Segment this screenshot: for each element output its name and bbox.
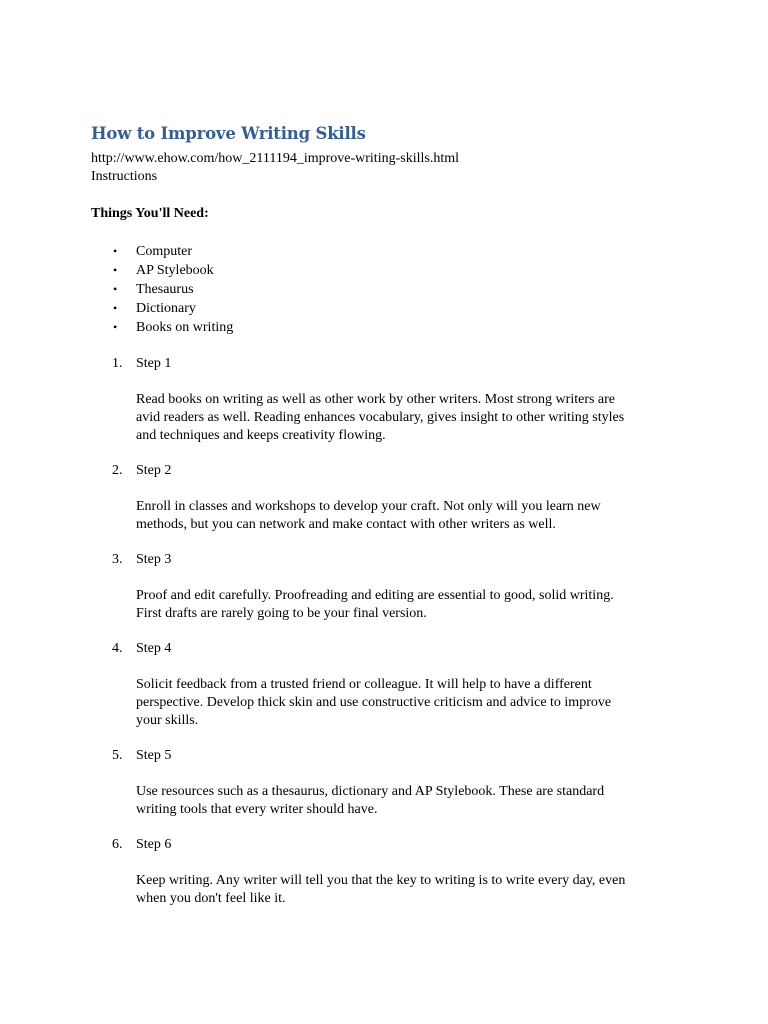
step-number: 4.	[112, 641, 123, 656]
step-body-line: Use resources such as a thesaurus, dictionary and AP Stylebook. These are standard	[136, 784, 605, 799]
bullet-icon: •	[113, 282, 118, 296]
list-item	[91, 280, 691, 299]
list-item	[91, 299, 691, 318]
list-item-label: Computer	[136, 244, 192, 259]
step-title: Step 6	[136, 837, 172, 852]
step-body	[136, 783, 676, 819]
step-body-line: perspective. Develop thick skin and use constructive criticism and advice to improve	[136, 695, 612, 710]
list-item-label: AP Stylebook	[136, 263, 214, 278]
step-body-line: writing tools that every writer should have.	[136, 802, 378, 817]
step-body-line: Read books on writing as well as other work by other writers. Most strong writers are	[136, 392, 616, 407]
step-item	[91, 640, 691, 730]
step-number: 1.	[112, 356, 123, 371]
page-title: How to Improve Writing Skills	[91, 124, 366, 143]
document-page	[91, 122, 691, 925]
step-body	[136, 872, 676, 908]
source-url: http://www.ehow.com/how_2111194_improve-writing-skills.html	[91, 151, 459, 166]
list-item-label: Thesaurus	[136, 282, 194, 297]
things-needed-list	[91, 242, 691, 337]
list-item	[91, 242, 691, 261]
step-body-line: and techniques and keeps creativity flowing.	[136, 428, 386, 443]
step-number: 3.	[112, 552, 123, 567]
step-item	[91, 355, 691, 445]
step-body-line: avid readers as well. Reading enhances vocabulary, gives insight to other writing styles	[136, 410, 625, 425]
step-body-line: Keep writing. Any writer will tell you that the key to writing is to write every day, even	[136, 873, 626, 888]
step-body	[136, 498, 676, 534]
step-title: Step 5	[136, 748, 172, 763]
list-item	[91, 318, 691, 337]
step-number: 6.	[112, 837, 123, 852]
step-body-line: when you don't feel like it.	[136, 891, 286, 906]
step-body-line: Solicit feedback from a trusted friend or colleague. It will help to have a different	[136, 677, 592, 692]
step-title: Step 2	[136, 463, 172, 478]
bullet-icon: •	[113, 263, 118, 277]
instructions-label: Instructions	[91, 169, 158, 184]
step-item	[91, 462, 691, 534]
step-body-line: your skills.	[136, 713, 199, 728]
list-item	[91, 261, 691, 280]
step-body	[136, 676, 676, 730]
list-item-label: Dictionary	[136, 301, 196, 316]
step-item	[91, 836, 691, 908]
step-body	[136, 391, 676, 445]
step-number: 5.	[112, 748, 123, 763]
step-body	[136, 587, 676, 623]
step-body-line: methods, but you can network and make contact with other writers as well.	[136, 517, 556, 532]
step-title: Step 3	[136, 552, 172, 567]
step-body-line: First drafts are rarely going to be your final version.	[136, 606, 427, 621]
step-title: Step 1	[136, 356, 172, 371]
bullet-icon: •	[113, 244, 118, 258]
step-title: Step 4	[136, 641, 172, 656]
bullet-icon: •	[113, 320, 118, 334]
list-item-label: Books on writing	[136, 320, 234, 335]
step-body-line: Enroll in classes and workshops to develop your craft. Not only will you learn new	[136, 499, 601, 514]
step-body-line: Proof and edit carefully. Proofreading and editing are essential to good, solid writing.	[136, 588, 614, 603]
step-item	[91, 747, 691, 819]
step-item	[91, 551, 691, 623]
bullet-icon: •	[113, 301, 118, 315]
things-needed-heading: Things You'll Need:	[91, 206, 209, 221]
steps-list	[91, 355, 691, 908]
step-number: 2.	[112, 463, 123, 478]
